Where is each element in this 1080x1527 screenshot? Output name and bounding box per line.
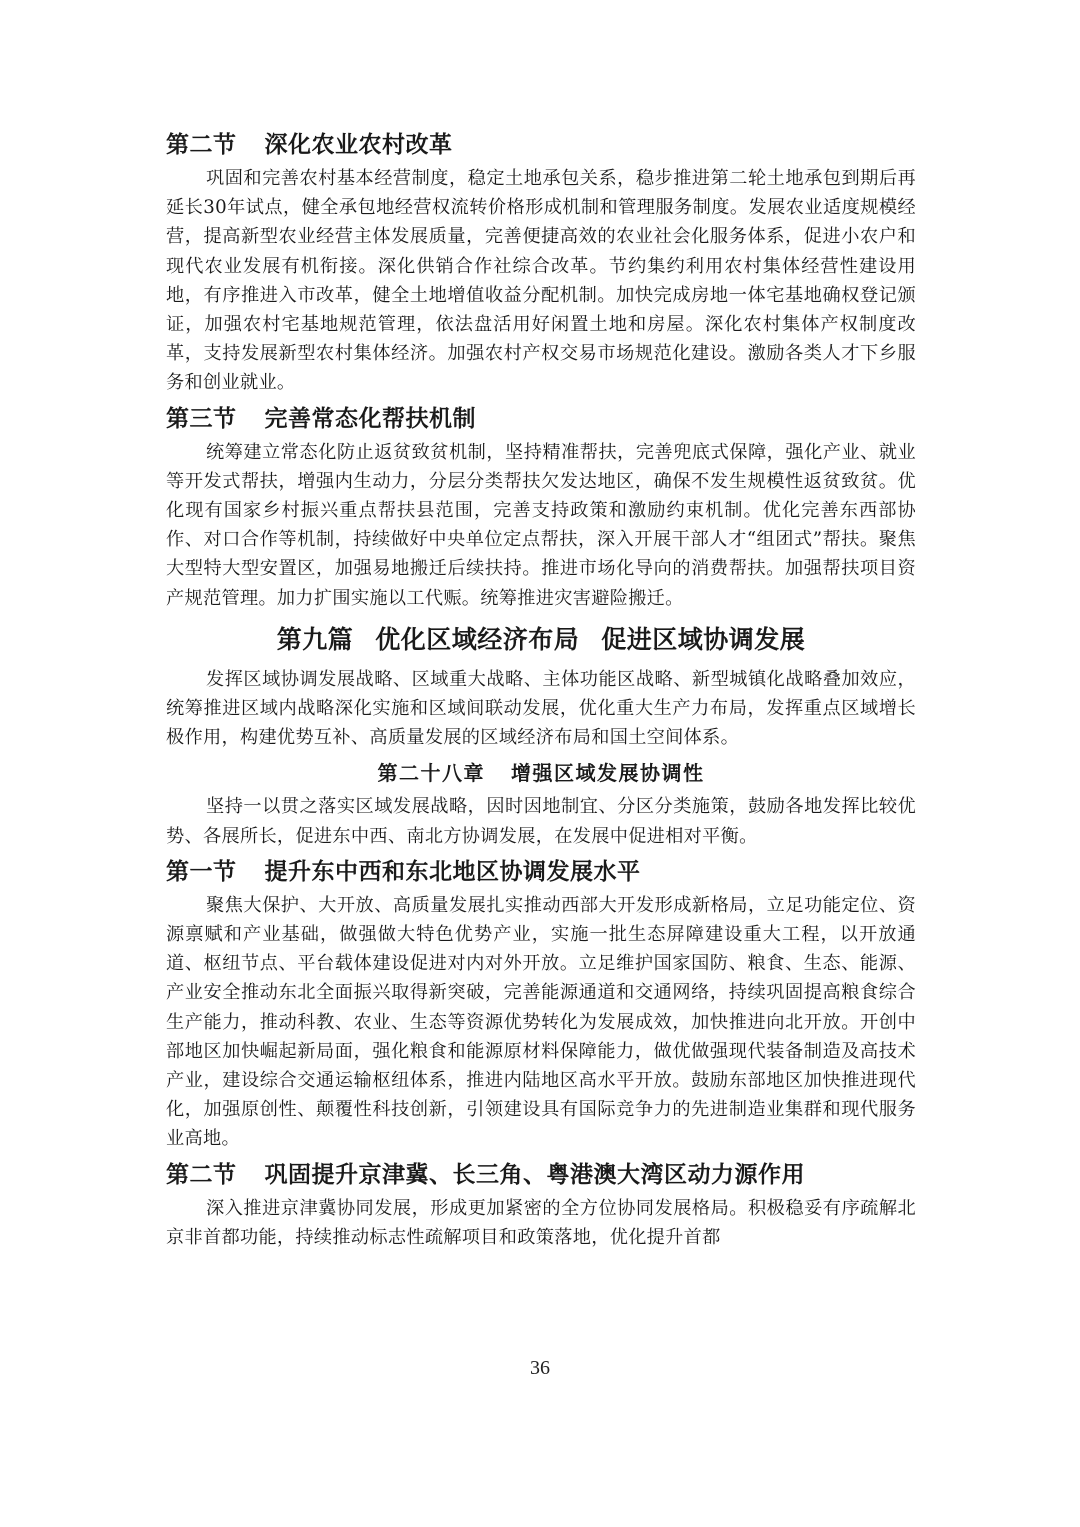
section-heading: [166, 126, 916, 164]
section-number: 第一节: [166, 858, 237, 885]
section-number: 第二节: [166, 132, 237, 158]
section-number: 第二节: [166, 1161, 237, 1188]
section-heading: [166, 1156, 916, 1194]
document-body: [166, 126, 916, 1254]
part-number: 第九篇: [276, 624, 354, 654]
section-number: 第三节: [166, 405, 237, 432]
paragraph: 坚持一以贯之落实区域发展战略，因时因地制宜、分区分类施策，鼓励各地发挥比较优势、各展所长，促进东中西、南北方协调发展，在发展中促进相对平衡。: [166, 796, 916, 847]
section-title: 巩固提升京津冀、长三角、粤港澳大湾区动力源作用: [264, 1161, 805, 1188]
part-heading: [166, 617, 916, 663]
section-title: 提升东中西和东北地区协调发展水平: [264, 858, 641, 885]
page-number: 36: [530, 1357, 550, 1379]
part-title-2: 促进区域协调发展: [601, 624, 806, 654]
section-heading: [166, 853, 916, 891]
section-title: 完善常态化帮扶机制: [264, 405, 476, 432]
paragraph: 巩固和完善农村基本经营制度，稳定土地承包关系，稳步推进第二轮土地承包到期后再延长30年试点，健全承包地经营权流转价格形成机制和管理服务制度。发展农业适度规模经营，提高新型农业经营主体发展质量，完善便捷高效的农业社会化服务体系，促进小农户和现代农业发展有机衔接。深化供销合作社综合改革。节约集约利用农村集体经营性建设用地，有序推进入市改革，健全土地增值收益分配机制。加快完成房地一体宅基地确权登记颁证，加强农村宅基地规范管理，依法盘活用好闲置土地和房屋。深化农村集体产权制度改革，支持发展新型农村集体经济。加强农村产权交易市场规范化建设。激励各类人才下乡服务和创业就业。: [166, 168, 916, 394]
chapter-title: 增强区域发展协调性: [511, 761, 705, 786]
section-title: 深化农业农村改革: [264, 132, 453, 158]
part-title-1: 优化区域经济布局: [375, 624, 580, 654]
paragraph: 深入推进京津冀协同发展，形成更加紧密的全方位协同发展格局。积极稳妥有序疏解北京非首都功能，持续推动标志性疏解项目和政策落地，优化提升首都: [166, 1197, 916, 1248]
section-heading: [166, 400, 916, 438]
paragraph: 发挥区域协调发展战略、区域重大战略、主体功能区战略、新型城镇化战略叠加效应，统筹推进区域内战略深化实施和区域间联动发展，优化重大生产力布局，发挥重点区域增长极作用，构建优势互补、高质量发展的区域经济布局和国土空间体系。: [166, 668, 916, 749]
paragraph: 统筹建立常态化防止返贫致贫机制，坚持精准帮扶，完善兜底式保障，强化产业、就业等开发式帮扶，增强内生动力，分层分类帮扶欠发达地区，确保不发生规模性返贫致贫。优化现有国家乡村振兴重点帮扶县范围，完善支持政策和激励约束机制。优化完善东西部协作、对口合作等机制，持续做好中央单位定点帮扶，深入开展干部人才“组团式”帮扶。聚焦大型特大型安置区，加强易地搬迁后续扶持。推进市场化导向的消费帮扶。加强帮扶项目资产规范管理。加力扩围实施以工代赈。统筹推进灾害避险搬迁。: [166, 441, 916, 609]
paragraph: 聚焦大保护、大开放、高质量发展扎实推动西部大开发形成新格局，立足功能定位、资源禀赋和产业基础，做强做大特色优势产业，实施一批生态屏障建设重大工程，以开放通道、枢纽节点、平台载体建设促进对内对外开放。立足维护国家国防、粮食、生态、能源、产业安全推动东北全面振兴取得新突破，完善能源通道和交通网络，持续巩固提高粮食综合生产能力，推动科教、农业、生态等资源优势转化为发展成效，加快推进向北开放。开创中部地区加快崛起新局面，强化粮食和能源原材料保障能力，做优做强现代装备制造及高技术产业，建设综合交通运输枢纽体系，推进内陆地区高水平开放。鼓励东部地区加快推进现代化，加强原创性、颠覆性科技创新，引领建设具有国际竞争力的先进制造业集群和现代服务业高地。: [166, 894, 916, 1150]
chapter-number: 第二十八章: [377, 761, 485, 786]
chapter-heading: [166, 754, 916, 792]
